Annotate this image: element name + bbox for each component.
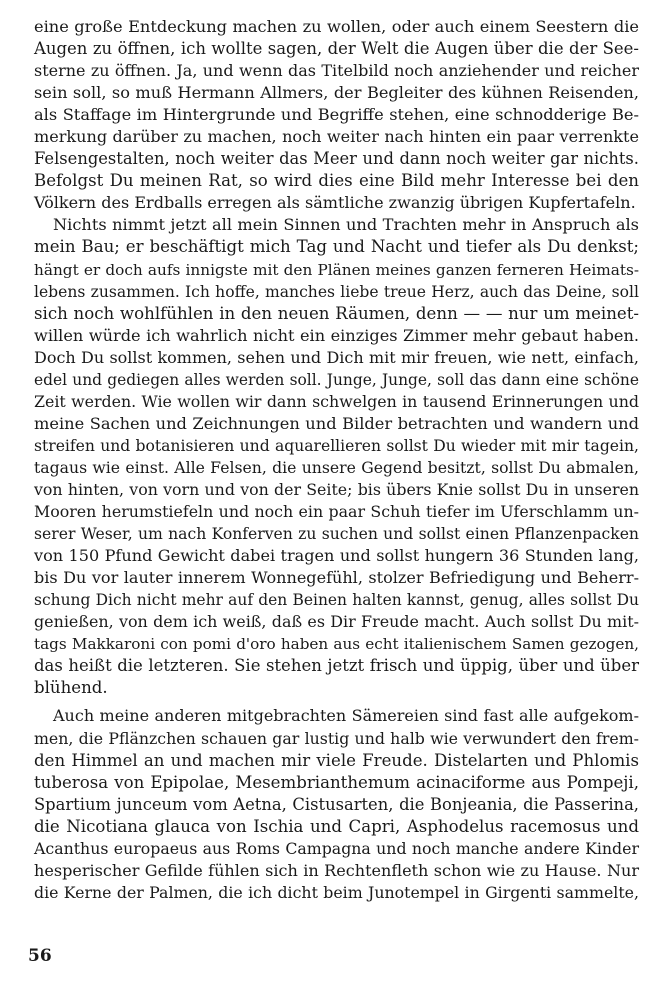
text-line: merkung darüber zu machen, noch weiter nach hinten ein paar verrenkte [34, 127, 639, 147]
text-line: lebens zusammen. Ich hoffe, manches liebe treue Herz, auch das Deine, soll [34, 282, 639, 301]
text-line: Felsengestalten, noch weiter das Meer und dann noch weiter gar nichts. [34, 149, 639, 169]
text-line: mein Bau; er beschäftigt mich Tag und Nacht und tiefer als Du denkst; [34, 237, 639, 257]
text-line: Acanthus europaeus aus Roms Campagna und noch manche andere Kinder [34, 838, 639, 858]
text-line: streifen und botanisieren und aquarellieren sollst Du wieder mit mir tagein, [34, 436, 639, 455]
paragraph-first-line: Auch meine anderen mitgebrachten Sämereien sind fast alle aufgekom- [53, 706, 639, 726]
text-line: Befolgst Du meinen Rat, so wird dies eine Bild mehr Interesse bei den [34, 171, 639, 191]
text-line: Mooren herumstiefeln und noch ein paar Schuh tiefer im Uferschlamm un- [34, 502, 639, 522]
text-line: genießen, von dem ich weiß, daß es Dir Freude macht. Auch sollst Du mit- [34, 612, 639, 632]
text-line: von 150 Pfund Gewicht dabei tragen und sollst hungern 36 Stunden lang, [34, 546, 639, 566]
text-line: Doch Du sollst kommen, sehen und Dich mit mir freuen, wie nett, einfach, [34, 347, 639, 367]
page-number: 56 [28, 946, 52, 966]
text-line: tuberosa von Epipolae, Mesembrianthemum acinaciforme aus Pompeji, [34, 772, 639, 792]
text-line: willen würde ich wahrlich nicht ein einziges Zimmer mehr gebaut haben. [34, 325, 639, 345]
text-line: die Nicotiana glauca von Ischia und Capri, Asphodelus racemosus und [34, 816, 639, 836]
text-line: sterne zu öffnen. Ja, und wenn das Titelbild noch anziehender und reicher [34, 61, 639, 81]
text-line: tags Makkaroni con pomi d'oro haben aus echt italienischem Samen gezogen, [34, 635, 639, 654]
text-line: den Himmel an und machen mir viele Freude. Distelarten und Phlomis [34, 750, 639, 770]
text-line: bis Du vor lauter innerem Wonnegefühl, stolzer Befriedigung und Beherr- [34, 568, 639, 588]
text-line: Völkern des Erdballs erregen als sämtliche zwanzig übrigen Kupfertafeln. [34, 193, 636, 213]
text-line: hesperischer Gefilde fühlen sich in Rechtenfleth schon wie zu Hause. Nur [34, 860, 639, 880]
text-line: Spartium junceum vom Aetna, Cistusarten, die Bonjeania, die Passerina, [34, 794, 639, 814]
text-line: men, die Pflänzchen schauen gar lustig und halb wie verwundert den frem- [34, 728, 639, 748]
text-line: edel und gediegen alles werden soll. Junge, Junge, soll das dann eine schöne [34, 370, 639, 389]
text-line: sein soll, so muß Hermann Allmers, der Begleiter des kühnen Reisenden, [34, 83, 639, 103]
text-line: von hinten, von vorn und von der Seite; bis übers Knie sollst Du in unseren [34, 479, 639, 499]
body-text [34, 16, 639, 904]
text-line: Zeit werden. Wie wollen wir dann schwelgen in tausend Erinnerungen und [34, 391, 639, 411]
text-line: eine große Entdeckung machen zu wollen, oder auch einem Seestern die [34, 17, 639, 36]
text-line: die Kerne der Palmen, die ich dicht beim Junotempel in Girgenti sammelte, [34, 882, 639, 902]
text-line: meine Sachen und Zeichnungen und Bilder betrachten und wandern und [34, 413, 639, 433]
text-line: das heißt die letzteren. Sie stehen jetzt frisch und üppig, über und über [34, 656, 639, 676]
paragraph-first-line: Nichts nimmt jetzt all mein Sinnen und Trachten mehr in Anspruch als [53, 215, 639, 235]
text-line: als Staffage im Hintergrunde und Begriffe stehen, eine schnodderige Be- [34, 105, 639, 125]
text-line: hängt er doch aufs innigste mit den Plänen meines ganzen ferneren Heimats- [34, 260, 639, 279]
text-line: schung Dich nicht mehr auf den Beinen halten kannst, genug, alles sollst Du [34, 591, 639, 610]
text-line: Augen zu öffnen, ich wollte sagen, der Welt die Augen über die der See- [34, 39, 639, 59]
text-line: blühend. [34, 678, 108, 698]
text-line: serer Weser, um nach Konferven zu suchen und sollst einen Pflanzenpacken [34, 525, 639, 544]
text-line: sich noch wohlfühlen in den neuen Räumen, denn — — nur um meinet- [34, 303, 639, 323]
text-line: tagaus wie einst. Alle Felsen, die unsere Gegend besitzt, sollst Du abmalen, [34, 457, 639, 477]
